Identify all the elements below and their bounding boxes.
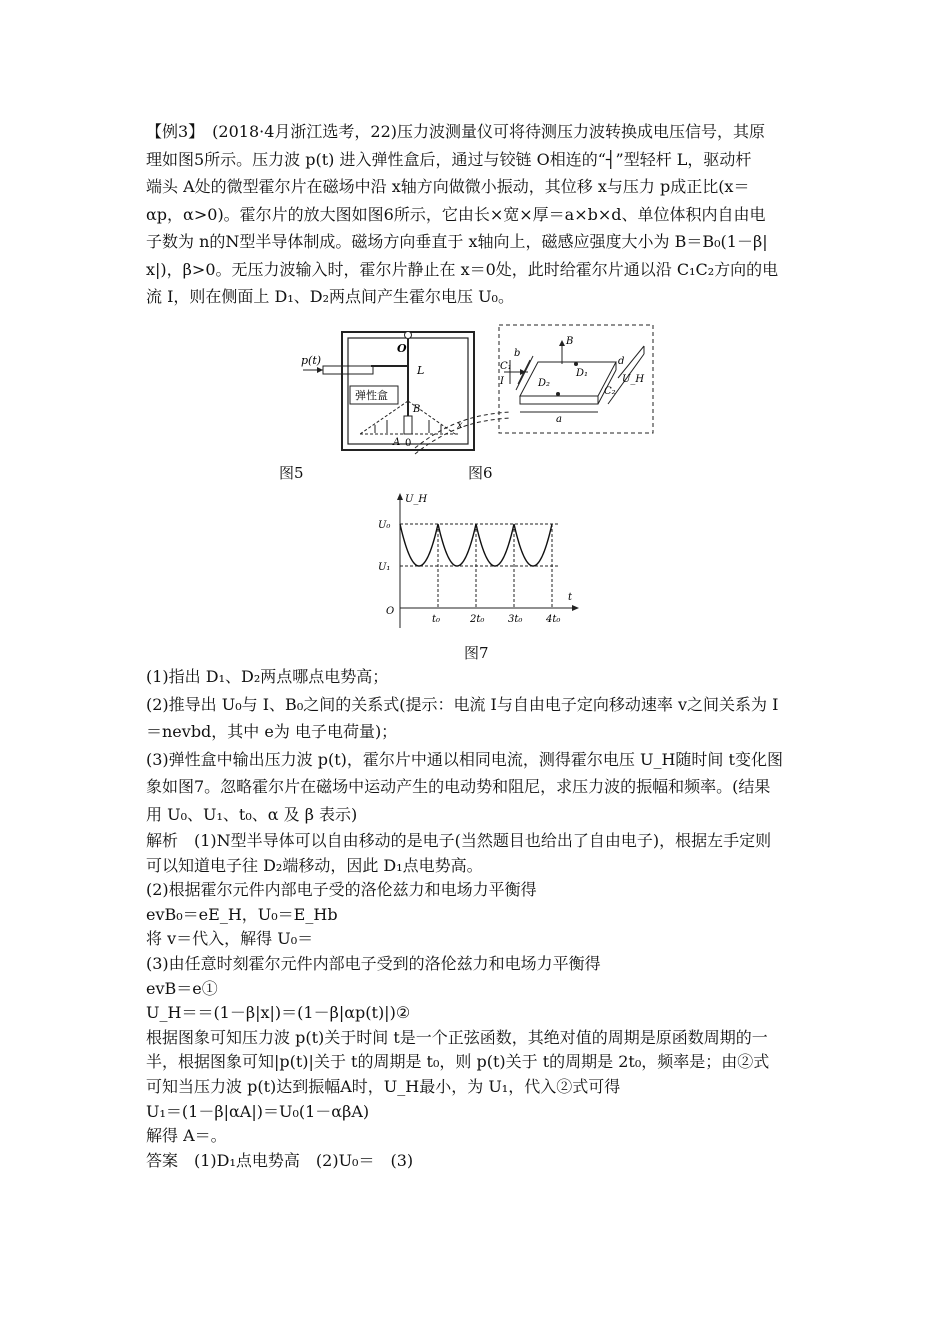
solution-line: U_H＝＝(1－β|x|)＝(1－β|αp(t)|)② bbox=[146, 1003, 411, 1023]
question-line: 象如图7。忽略霍尔片在磁场中运动产生的电动势和阻尼，求压力波的振幅和频率。(结果 bbox=[146, 777, 771, 796]
solution-line: 根据图象可知压力波 p(t)关于时间 t是一个正弦函数，其绝对值的周期是原函数周期的一 bbox=[146, 1027, 768, 1047]
origin-label: O bbox=[386, 606, 395, 617]
solution-line: (3)由任意时刻霍尔元件内部电子受到的洛伦兹力和电场力平衡得 bbox=[146, 953, 601, 973]
solution-line: U₁＝(1－β|αA|)＝U₀(1－αβA) bbox=[146, 1101, 370, 1121]
solution-line: 解得 A＝。 bbox=[146, 1126, 227, 1146]
x-tick-label: 2t₀ bbox=[470, 614, 485, 625]
point-D1-label: D₁ bbox=[576, 368, 589, 379]
intro-line: αp，α>0)。霍尔片的放大图如图6所示，它由长×宽×厚＝a×b×d、单位体积内自由电 bbox=[146, 204, 766, 224]
point-D2-label: D₂ bbox=[538, 378, 551, 389]
hinge-O-label: O bbox=[397, 342, 407, 355]
current-I-label: I bbox=[500, 376, 504, 387]
intro-line: 理如图5所示。压力波 p(t) 进入弹性盒后，通过与铰链 O相连的“┤”型轻杆 L，驱动杆 bbox=[146, 149, 752, 169]
zero-label: 0 bbox=[405, 438, 412, 449]
solution-line: evB＝e① bbox=[146, 978, 218, 998]
pressure-wave-label: p(t) bbox=[301, 354, 322, 367]
intro-line: 端头 A处的微型霍尔片在磁场中沿 x轴方向做微小振动，其位移 x与压力 p成正比(x＝ bbox=[146, 177, 750, 196]
thickness-d-label: d bbox=[618, 356, 625, 367]
x-axis-label: t bbox=[568, 592, 573, 603]
elastic-box-label: 弹性盒 bbox=[355, 389, 388, 402]
intro-line: 流 I，则在侧面上 D₁、D₂两点间产生霍尔电压 U₀。 bbox=[146, 287, 514, 306]
rod-L-label: L bbox=[417, 364, 425, 377]
figure-6 bbox=[468, 324, 654, 482]
end-A-label: A bbox=[393, 437, 401, 448]
solution-line: 将 v＝代入，解得 U₀＝ bbox=[146, 929, 314, 949]
y-tick-label: U₀ bbox=[378, 520, 391, 531]
intro-line: 【例3】 (2018·4月浙江选考，22)压力波测量仪可将待测压力波转换成电压信号，其原 bbox=[146, 122, 766, 141]
solution-line: 可以知道电子往 D₂端移动，因此 D₁点电势高。 bbox=[146, 855, 483, 875]
solution-line: 可知当压力波 p(t)达到振幅A时，U_H最小，为 U₁，代入②式可得 bbox=[146, 1076, 621, 1096]
y-tick-label: U₁ bbox=[378, 562, 391, 573]
x-tick-label: t₀ bbox=[432, 614, 441, 625]
figure-6-caption: 图6 bbox=[468, 464, 493, 482]
intro-line: x|)，β>0。无压力波输入时，霍尔片静止在 x＝0处，此时给霍尔片通以沿 C₁C₂方向的电 bbox=[146, 259, 779, 279]
question-line: (3)弹性盒中输出压力波 p(t)，霍尔片中通以相同电流，测得霍尔电压 U_H随时间 t变化图 bbox=[146, 749, 783, 769]
figure-7-chart bbox=[372, 490, 582, 630]
question-line: (1)指出 D₁、D₂两点哪点电势高； bbox=[146, 667, 389, 686]
intro-line: 子数为 n的N型半导体制成。磁场方向垂直于 x轴向上，磁感应强度大小为 B＝B₀(1－β| bbox=[146, 232, 768, 251]
x-tick-label: 4t₀ bbox=[546, 614, 561, 625]
terminal-C1-label: C₁ bbox=[500, 361, 512, 372]
width-b-label: b bbox=[514, 348, 521, 359]
figure-7 bbox=[372, 490, 582, 662]
solution-line: 半，根据图象可知|p(t)|关于 t的周期是 t₀，则 p(t)关于 t的周期是 2t₀，频率是；由②式 bbox=[146, 1052, 770, 1072]
hall-voltage-label: U_H bbox=[622, 374, 645, 385]
figure-5-caption: 图5 bbox=[279, 464, 304, 482]
field-B-label: B bbox=[566, 336, 574, 347]
question-line: (2)推导出 U₀与 I、B₀之间的关系式(提示：电流 I与自由电子定向移动速率 v之间关系为 I bbox=[146, 694, 779, 714]
solution-line: (2)根据霍尔元件内部电子受的洛伦兹力和电场力平衡得 bbox=[146, 880, 537, 900]
problem-intro bbox=[146, 118, 806, 311]
field-B-label: B bbox=[413, 404, 421, 415]
length-a-label: a bbox=[556, 414, 562, 425]
question-line: 用 U₀、U₁、t₀、α 及 β 表示) bbox=[146, 804, 358, 824]
figure-6-drawing bbox=[498, 324, 654, 434]
y-axis-label: U_H bbox=[405, 494, 428, 505]
solution bbox=[146, 829, 806, 1173]
x-tick-label: 3t₀ bbox=[508, 614, 523, 625]
question-line: ＝nevbd，其中 e为 电子电荷量)； bbox=[146, 722, 398, 741]
figure-7-caption: 图7 bbox=[464, 644, 489, 662]
terminal-C2-label: C₂ bbox=[604, 386, 616, 397]
x-axis-label: x bbox=[457, 420, 463, 431]
solution-line: evB₀＝eE_H，U₀＝E_Hb bbox=[146, 904, 338, 924]
questions bbox=[146, 663, 806, 828]
answer-line: 答案 (1)D₁点电势高 (2)U₀＝ (3) bbox=[146, 1150, 414, 1170]
solution-line: 解析 (1)N型半导体可以自由移动的是电子(当然题目也给出了自由电子)，根据左手定则 bbox=[146, 831, 772, 850]
